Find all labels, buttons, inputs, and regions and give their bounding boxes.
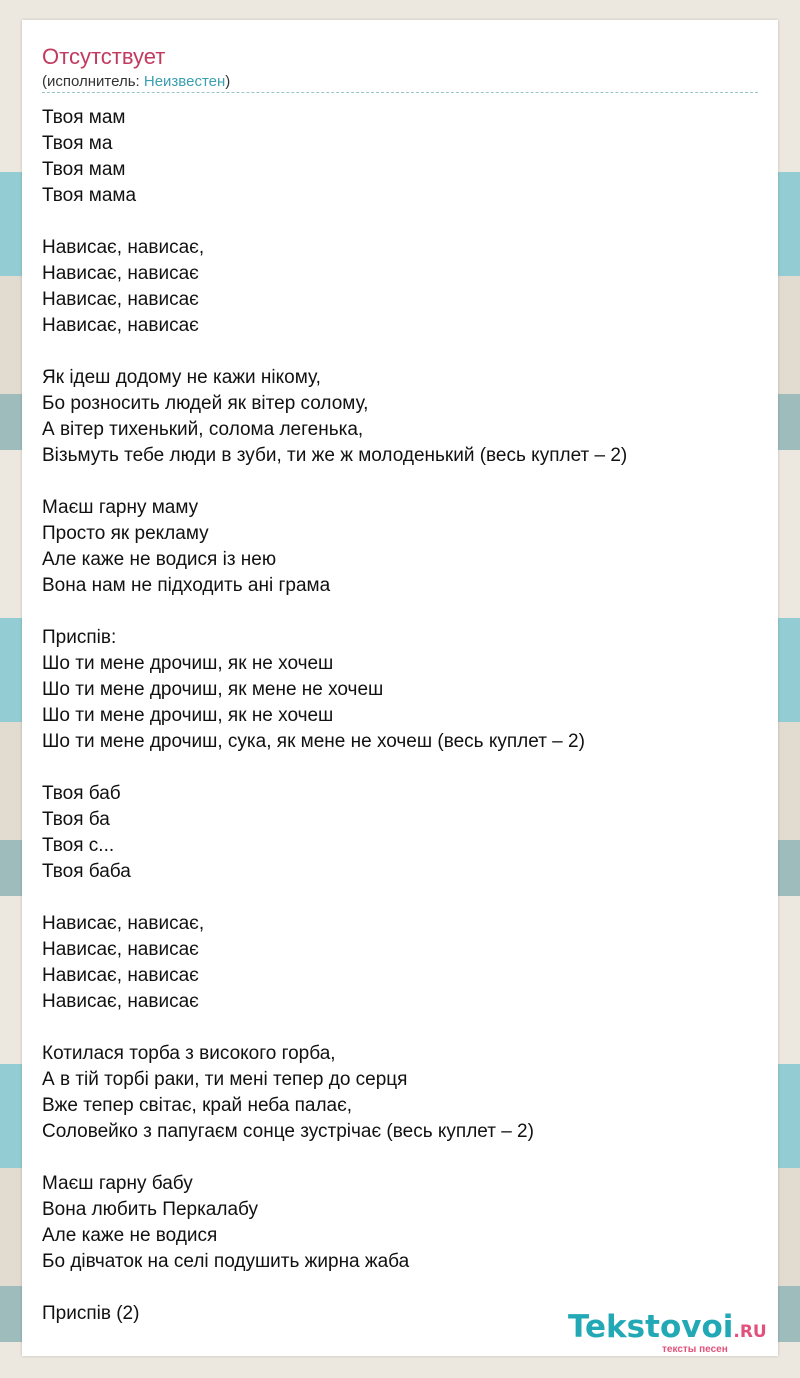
lyric-line: Нависає, нависає, xyxy=(42,913,205,934)
logo-tagline: тексты песен xyxy=(662,1344,728,1355)
lyric-line: Візьмуть тебе люди в зуби, ти же ж молоденький (весь куплет – 2) xyxy=(42,445,628,466)
artist-link[interactable]: Неизвестен xyxy=(143,73,226,90)
lyric-line: Нависає, нависає xyxy=(42,991,199,1012)
lyric-line: Нависає, нависає, xyxy=(42,237,205,258)
lyric-line: Вона нам не підходить ані грама xyxy=(42,575,331,596)
lyric-line: Твоя мама xyxy=(42,185,137,206)
lyric-line: Нависає, нависає xyxy=(42,263,199,284)
lyric-line: Твоя баба xyxy=(42,861,131,882)
lyric-line: Твоя ма xyxy=(42,133,113,154)
lyric-line xyxy=(42,469,762,495)
lyric-line xyxy=(42,755,762,781)
lyric-line: Соловейко з папугаєм сонце зустрічає (весь куплет – 2) xyxy=(42,1121,534,1142)
lyric-line: Твоя с... xyxy=(42,835,115,856)
lyric-line xyxy=(42,1145,762,1171)
lyric-line: Шо ти мене дрочиш, як не хочеш xyxy=(42,653,334,674)
lyric-line: Нависає, нависає xyxy=(42,289,199,310)
artist-suffix: ) xyxy=(225,73,231,90)
song-title: Отсутствует xyxy=(42,44,166,69)
lyric-line: А вітер тихенький, солома легенька, xyxy=(42,419,364,440)
lyric-line: Приспів (2) xyxy=(42,1303,140,1324)
lyric-line: Твоя ба xyxy=(42,809,110,830)
lyric-line: Маєш гарну маму xyxy=(42,497,199,518)
lyric-line xyxy=(42,599,762,625)
logo-tld: .RU xyxy=(733,1322,767,1342)
lyric-line: Твоя баб xyxy=(42,783,121,804)
artist-line xyxy=(42,72,230,92)
lyric-line: Шо ти мене дрочиш, як мене не хочеш xyxy=(42,679,384,700)
lyrics-text xyxy=(42,105,762,1327)
lyric-line: Шо ти мене дрочиш, сука, як мене не хочеш (весь куплет – 2) xyxy=(42,731,585,752)
lyric-line: Бо розносить людей як вітер солому, xyxy=(42,393,369,414)
lyric-line: Просто як рекламу xyxy=(42,523,209,544)
lyric-line: Твоя мам xyxy=(42,107,126,128)
lyric-line: Як ідеш додому не кажи нікому, xyxy=(42,367,321,388)
lyric-line: Котилася торба з високого горба, xyxy=(42,1043,336,1064)
lyric-line: Шо ти мене дрочиш, як не хочеш xyxy=(42,705,334,726)
lyric-line: Нависає, нависає xyxy=(42,315,199,336)
lyric-line: Приспів: xyxy=(42,627,117,648)
lyric-line xyxy=(42,1275,762,1301)
lyric-line xyxy=(42,885,762,911)
artist-prefix: (исполнитель: xyxy=(42,73,144,90)
lyric-line: Але каже не водися із нею xyxy=(42,549,277,570)
title-divider xyxy=(42,92,758,93)
lyric-line xyxy=(42,339,762,365)
lyrics-card xyxy=(22,20,778,1356)
lyric-line: Бо дівчаток на селі подушить жирна жаба xyxy=(42,1251,410,1272)
lyric-line: А в тій торбі раки, ти мені тепер до серця xyxy=(42,1069,408,1090)
lyric-line xyxy=(42,1015,762,1041)
lyric-line: Нависає, нависає xyxy=(42,939,199,960)
logo-main: Tekstovoi xyxy=(568,1309,734,1345)
lyric-line: Твоя мам xyxy=(42,159,126,180)
lyric-line: Маєш гарну бабу xyxy=(42,1173,193,1194)
lyric-line: Вже тепер світає, край неба палає, xyxy=(42,1095,353,1116)
lyric-line: Але каже не водися xyxy=(42,1225,218,1246)
lyric-line xyxy=(42,209,762,235)
lyric-line: Вона любить Перкалабу xyxy=(42,1199,258,1220)
lyric-line: Нависає, нависає xyxy=(42,965,199,986)
